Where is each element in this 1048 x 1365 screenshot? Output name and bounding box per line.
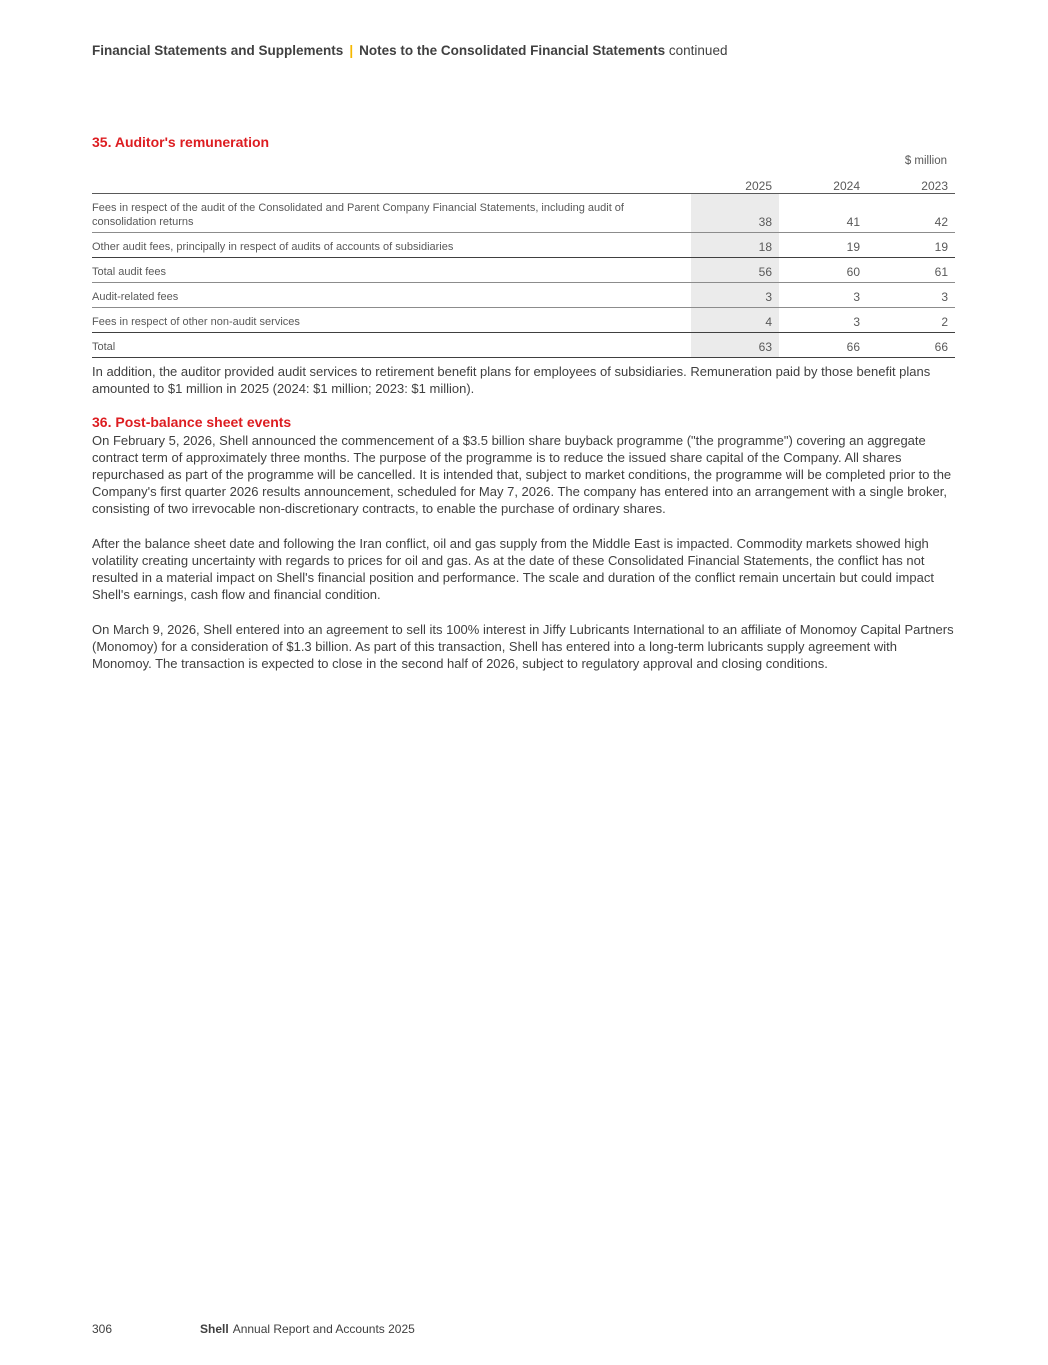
row-label: Fees in respect of other non-audit services: [92, 308, 691, 333]
header-subsection: Notes to the Consolidated Financial Statements: [359, 43, 666, 58]
table-row-total: [92, 333, 955, 358]
table-row: [92, 233, 955, 258]
note-36-paragraph-conflict: After the balance sheet date and following the Iran conflict, oil and gas supply from the Middle East is impacted. Commodity markets showed high volatility creating uncertainty with regards to prices for oil and gas. As at the date of these Consolidated Financial Statements, the conflict has not resulted in a material impact on Shell's financial position and performance. The scale and duration of the conflict remain uncertain but could impact Shell's earnings, cash flow and financial condition.: [92, 536, 934, 602]
header-blank-cell: [92, 172, 691, 194]
row-value-2025: 56: [691, 258, 779, 283]
row-value-2025: 63: [691, 333, 779, 358]
page-footer: [92, 1322, 415, 1336]
header-separator: |: [349, 43, 354, 58]
row-value-2023: 3: [867, 283, 955, 308]
table-row: [92, 258, 955, 283]
table-row: [92, 283, 955, 308]
footer-brand-name: Shell: [200, 1322, 229, 1336]
row-value-2023: 66: [867, 333, 955, 358]
row-value-2024: 3: [779, 283, 867, 308]
row-value-2025: 3: [691, 283, 779, 308]
table-header-row: [92, 172, 955, 194]
row-label: Other audit fees, principally in respect of audits of accounts of subsidiaries: [92, 233, 691, 258]
row-value-2023: 2: [867, 308, 955, 333]
column-header-2023: 2023: [867, 172, 955, 194]
row-label: Total: [92, 333, 691, 358]
header-section: Financial Statements and Supplements: [92, 43, 344, 58]
note-36-paragraph-divestment: On March 9, 2026, Shell entered into an agreement to sell its 100% interest in Jiffy Lubricants International to an affiliate of Monomoy Capital Partners (Monomoy) for a consideration of $1.3 billion. As part of this transaction, Shell has entered into a long-term lubricants supply agreement with Monomoy. The transaction is expected to close in the second half of 2026, subject to regulatory approval and closing conditions.: [92, 622, 954, 671]
row-value-2025: 38: [691, 194, 779, 233]
page-number: 306: [92, 1322, 113, 1336]
footer-report-title: Annual Report and Accounts 2025: [232, 1322, 415, 1336]
table-row: [92, 308, 955, 333]
row-value-2024: 19: [779, 233, 867, 258]
column-header-2025: 2025: [691, 172, 779, 194]
note-35-paragraph: In addition, the auditor provided audit services to retirement benefit plans for employees of subsidiaries. Remuneration paid by those benefit plans amounted to $1 million in 2025 (2024: $1 million; 2023: $1 million).: [92, 364, 931, 396]
row-value-2023: 61: [867, 258, 955, 283]
row-label: Fees in respect of the audit of the Consolidated and Parent Company Financial Statements, including audit of consolidation returns: [92, 194, 691, 233]
note-36-title: 36. Post-balance sheet events: [92, 414, 292, 430]
row-label: Total audit fees: [92, 258, 691, 283]
row-value-2024: 3: [779, 308, 867, 333]
table-unit: $ million: [904, 155, 947, 167]
header-continued: continued: [668, 43, 728, 58]
row-value-2024: 66: [779, 333, 867, 358]
row-value-2025: 18: [691, 233, 779, 258]
table-row: [92, 194, 955, 233]
row-value-2023: 42: [867, 194, 955, 233]
row-value-2025: 4: [691, 308, 779, 333]
footer-brand: [200, 1322, 415, 1336]
row-label: Audit-related fees: [92, 283, 691, 308]
column-header-2024: 2024: [779, 172, 867, 194]
auditor-remuneration-table: [92, 172, 955, 358]
row-value-2024: 60: [779, 258, 867, 283]
row-value-2024: 41: [779, 194, 867, 233]
note-35-title: 35. Auditor's remuneration: [92, 134, 270, 150]
note-36-paragraph-buyback: On February 5, 2026, Shell announced the commencement of a $3.5 billion share buyback programme ("the programme") covering an aggregate contract term of approximately three months. The purpose of the programme is to reduce the issued share capital of the Company. All shares repurchased as part of the programme will be cancelled. It is intended that, subject to market conditions, the programme will be completed prior to the Company's first quarter 2026 results announcement, scheduled for May 7, 2026. The company has entered into an arrangement with a single broker, consisting of two irrevocable non-discretionary contracts, to enable the purchase of ordinary shares.: [92, 433, 952, 516]
running-header: [92, 43, 727, 58]
row-value-2023: 19: [867, 233, 955, 258]
